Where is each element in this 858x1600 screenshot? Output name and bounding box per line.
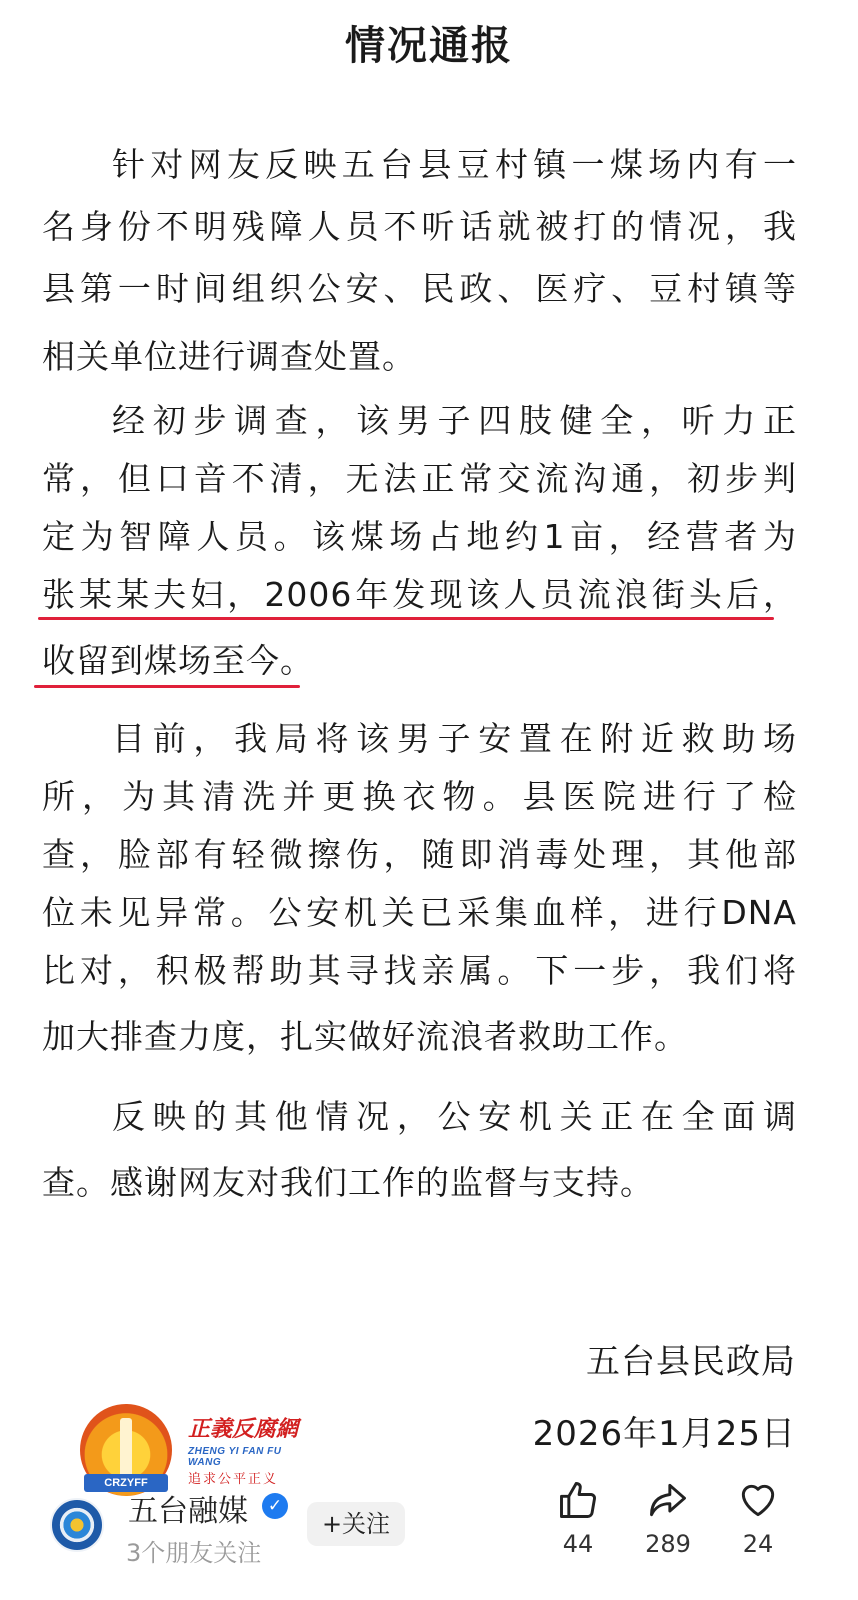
red-underline [38,617,774,620]
account-name[interactable]: 五台融媒 [128,1494,248,1529]
text-line: 比对，积极帮助其寻找亲属。下一步，我们将 [42,951,797,990]
text-line: 经初步调查，该男子四肢健全，听力正 [112,401,797,440]
watermark-pillar [120,1418,132,1478]
heart-icon [736,1478,780,1522]
watermark-logo [80,1404,310,1504]
follow-button[interactable]: +关注 [307,1502,405,1546]
text-line: 县第一时间组织公安、民政、医疗、豆村镇等 [42,269,797,308]
signature-org: 五台县民政局 [586,1342,796,1382]
text-line: 目前，我局将该男子安置在附近救助场 [112,719,797,758]
text-line: 位未见异常。公安机关已采集血样，进行DNA [42,893,797,932]
text-line: 加大排查力度，扎实做好流浪者救助工作。 [42,1017,688,1056]
followers-text: 3个朋友关注 [126,1539,262,1567]
text-line: 查。感谢网友对我们工作的监督与支持。 [42,1163,654,1202]
like-button[interactable] [548,1478,608,1558]
favorite-button[interactable] [728,1478,788,1558]
text-line-highlighted: 收留到煤场至今。 [42,641,314,680]
text-line: 针对网友反映五台县豆村镇一煤场内有一 [112,145,797,184]
watermark-subtitle: ZHENG YI FAN FU WANG [188,1446,282,1468]
paragraph-3 [42,710,797,1066]
text-line: 名身份不明残障人员不听话就被打的情况，我 [42,207,797,246]
share-button[interactable] [638,1478,698,1558]
paragraph-2 [42,392,797,690]
like-count: 44 [562,1530,594,1558]
verified-badge-icon: ✓ [262,1493,288,1519]
text-line: 常，但口音不清，无法正常交流沟通，初步判 [42,459,797,498]
watermark-slogan: 追求公平正义 [188,1472,279,1487]
share-arrow-icon [646,1478,690,1522]
text-line: 定为智障人员。该煤场占地约1亩，经营者为 [42,517,797,556]
watermark-ribbon: CRZYFF [84,1474,168,1492]
text-line-highlighted: 张某某夫妇，2006年发现该人员流浪街头后， [42,575,797,614]
share-count: 289 [645,1530,691,1558]
account-avatar[interactable] [50,1498,104,1552]
text-line: 所，为其清洗并更换衣物。县医院进行了检 [42,777,797,816]
signature-date: 2026年1月25日 [532,1414,796,1454]
thumbs-up-icon [556,1478,600,1522]
paragraph-4 [42,1084,797,1216]
page-title: 情况通报 [345,23,513,69]
text-line: 相关单位进行调查处置。 [42,337,416,376]
text-line: 反映的其他情况，公安机关正在全面调 [112,1097,797,1136]
paragraph-1 [42,134,797,388]
text-line: 查，脸部有轻微擦伤，随即消毒处理，其他部 [42,835,797,874]
red-underline [34,685,300,688]
watermark-title: 正義反腐網 [188,1416,299,1442]
favorite-count: 24 [742,1530,774,1558]
